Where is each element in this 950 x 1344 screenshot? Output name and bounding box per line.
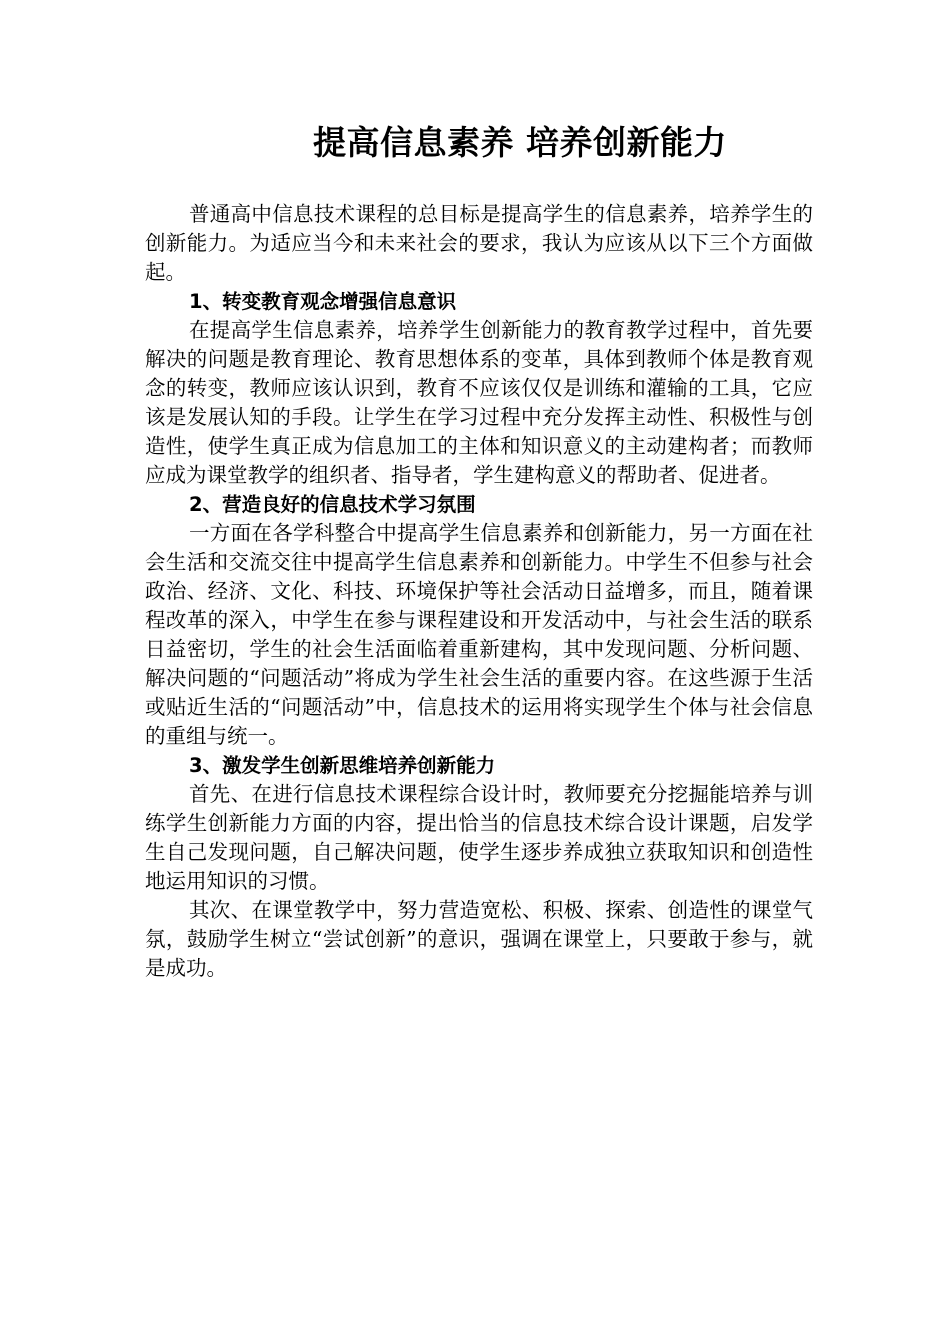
section-2-paragraph-1: 一方面在各学科整合中提高学生信息素养和创新能力，另一方面在社会生活和交流交往中提高学生信息素养和创新能力。中学生不但参与社会政治、经济、文化、科技、环境保护等社会活动日益增多，而且，随着课程改革的深入，中学生在参与课程建设和开发活动中，与社会生活的联系日益密切，学生的社会生活面临着重新建构，其中发现问题、分析问题、解决问题的“问题活动”将成为学生社会生活的重要内容。在这些源于生活或贴近生活的“问题活动”中，信息技术的运用将实现学生个体与社会信息的重组与统一。	[145, 521, 813, 748]
section-3-paragraph-2: 其次、在课堂教学中，努力营造宽松、积极、探索、创造性的课堂气氛，鼓励学生树立“尝试创新”的意识，强调在课堂上，只要敢于参与，就是成功。	[145, 898, 813, 980]
section-3-paragraph-1: 首先、在进行信息技术课程综合设计时，教师要充分挖掘能培养与训练学生创新能力方面的内容，提出恰当的信息技术综合设计课题，启发学生自己发现问题，自己解决问题，使学生逐步养成独立获取知识和创造性地运用知识的习惯。	[145, 782, 813, 893]
section-2-heading: 2、营造良好的信息技术学习氛围	[189, 493, 476, 516]
section-1-paragraph-1: 在提高学生信息素养，培养学生创新能力的教育教学过程中，首先要解决的问题是教育理论、教育思想体系的变革，具体到教师个体是教育观念的转变，教师应该认识到，教育不应该仅仅是训练和灌输的工具，它应该是发展认知的手段。让学生在学习过程中充分发挥主动性、积极性与创造性，使学生真正成为信息加工的主体和知识意义的主动建构者；而教师应成为课堂教学的组织者、指导者，学生建构意义的帮助者、促进者。	[145, 318, 813, 487]
document-title: 提高信息素养 培养创新能力	[313, 123, 727, 162]
intro-paragraph: 普通高中信息技术课程的总目标是提高学生的信息素养，培养学生的创新能力。为适应当今和未来社会的要求，我认为应该从以下三个方面做起。	[145, 202, 813, 284]
section-3-heading: 3、激发学生创新思维培养创新能力	[189, 754, 496, 777]
document-body	[145, 200, 813, 983]
section-1-heading: 1、转变教育观念增强信息意识	[189, 290, 457, 313]
